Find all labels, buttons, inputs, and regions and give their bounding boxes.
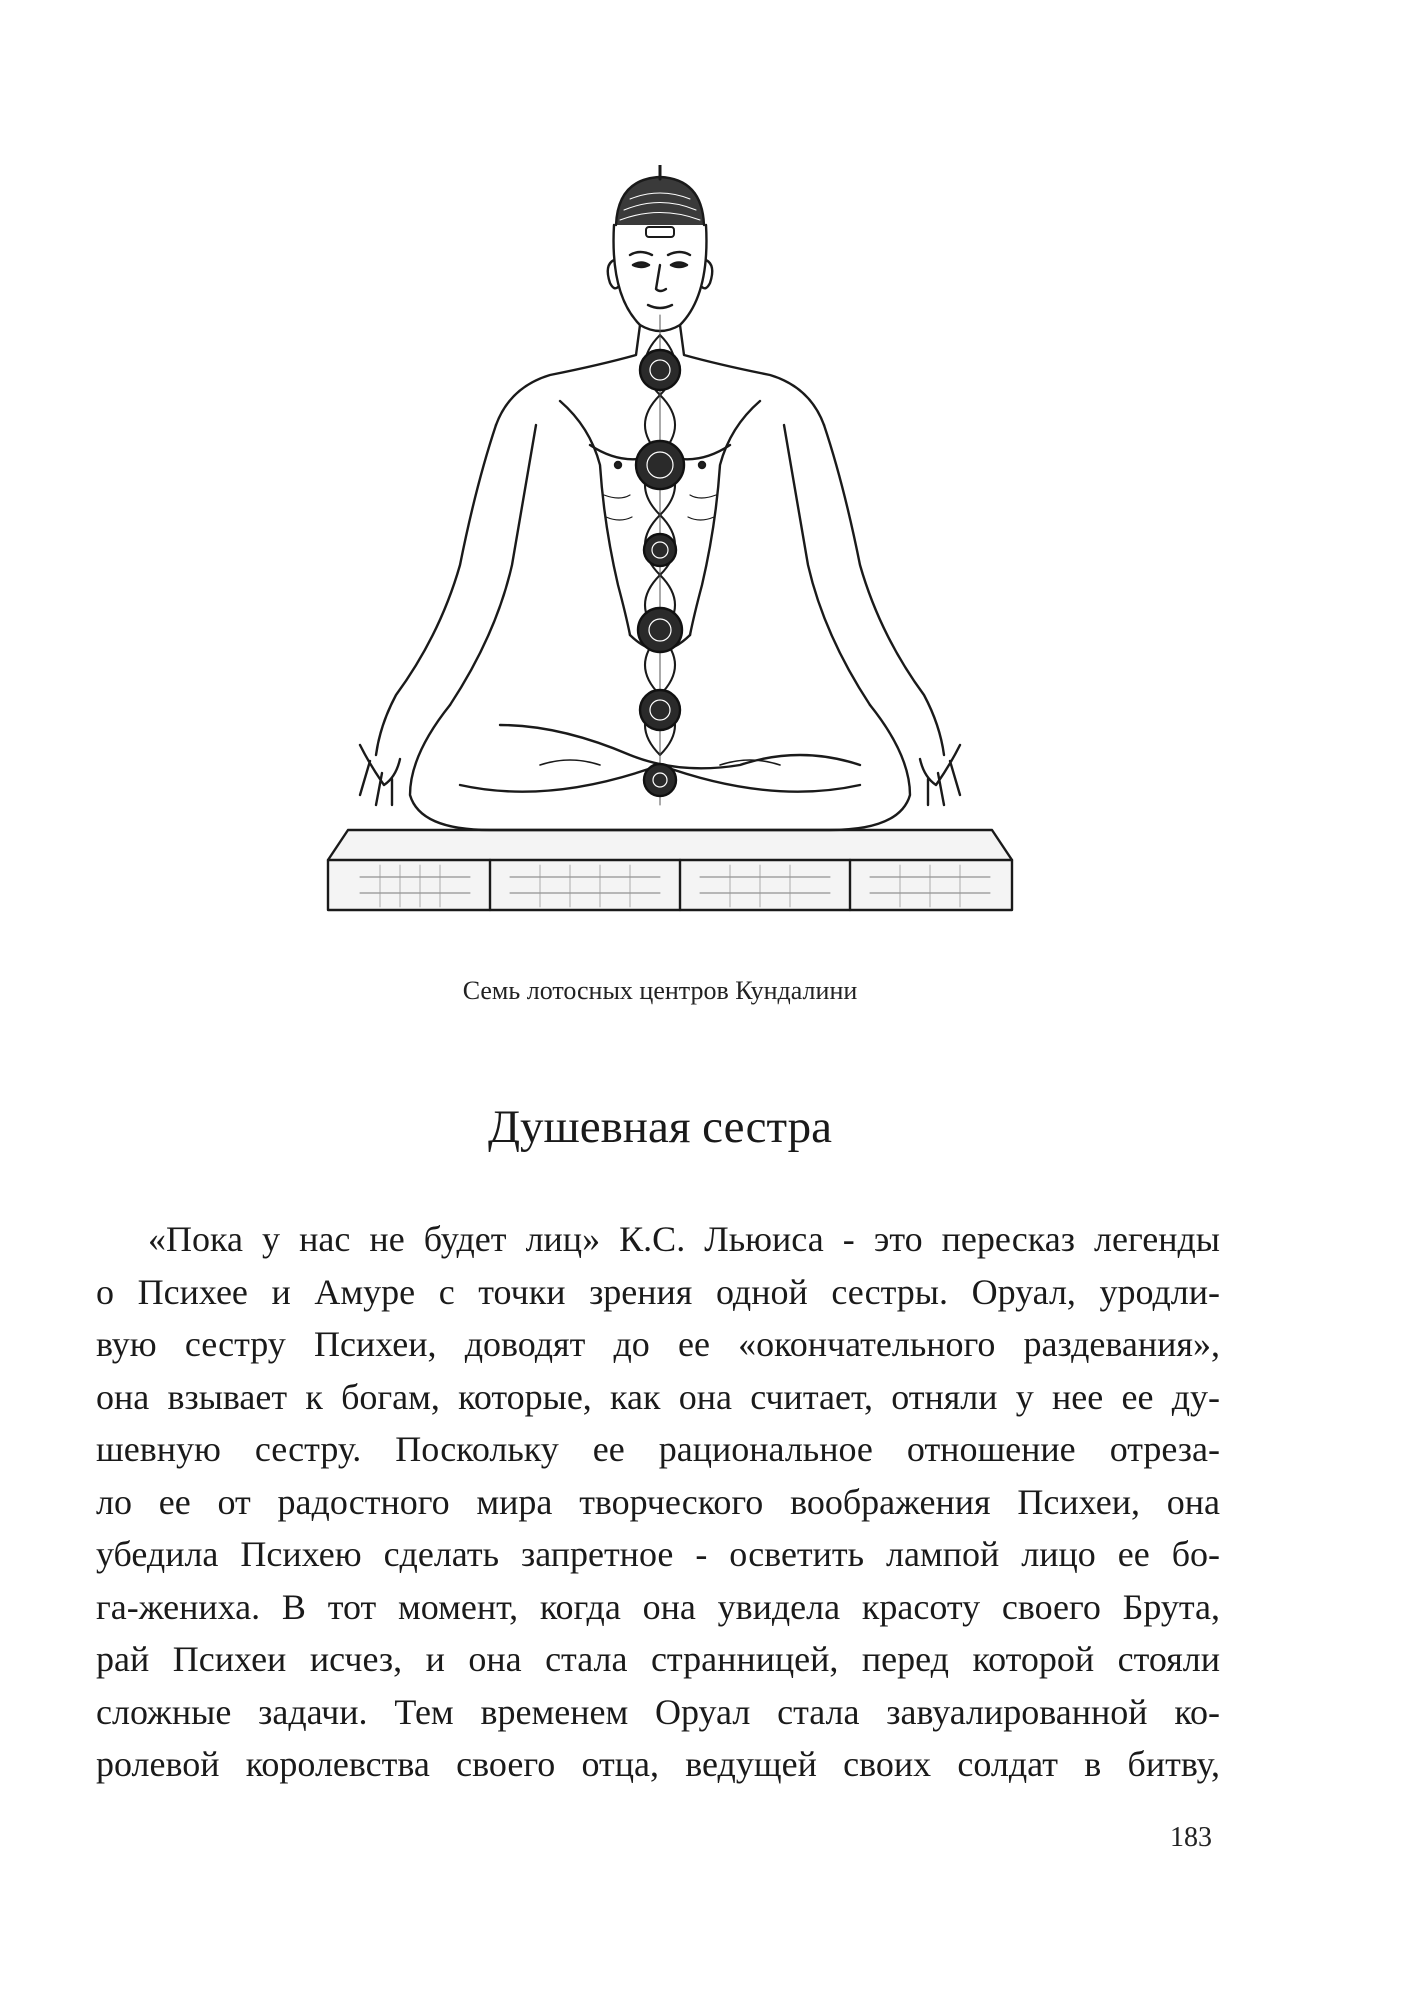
chakra-illustration bbox=[300, 165, 1020, 925]
text-line: ролевой королевства своего отца, ведущей своих солдат в битву, bbox=[96, 1744, 1220, 1784]
throat-chakra-icon bbox=[640, 350, 680, 390]
figure-caption: Семь лотосных центров Кундалини bbox=[462, 976, 858, 1005]
text-line: убедила Психею сделать запретное - осветить лампой лицо ее бо- bbox=[96, 1534, 1220, 1574]
cushion-base bbox=[328, 830, 1012, 910]
head bbox=[608, 165, 713, 331]
page-number: 183 bbox=[1170, 1822, 1212, 1853]
heart-chakra-icon bbox=[636, 441, 684, 489]
text-line: о Психее и Амуре с точки зрения одной сестры. Оруал, уродли- bbox=[96, 1271, 1220, 1312]
text-line: сложные задачи. Тем временем Оруал стала завуалированной ко- bbox=[96, 1691, 1220, 1732]
sacral-chakra-icon bbox=[638, 608, 682, 652]
root-chakra-icon bbox=[640, 690, 680, 730]
base-chakra-icon bbox=[644, 764, 676, 796]
text-line: шевную сестру. Поскольку ее рациональное отношение отреза- bbox=[96, 1429, 1220, 1469]
body-text bbox=[96, 1213, 1220, 1791]
text-line: га-жениха. В тот момент, когда она увидела красоту своего Брута, bbox=[96, 1586, 1220, 1627]
section-heading: Душевная сестра bbox=[488, 1101, 832, 1153]
text-line: рай Психеи исчез, и она стала странницей, перед которой стояли bbox=[96, 1639, 1220, 1679]
text-line: ло ее от радостного мира творческого воображения Психеи, она bbox=[96, 1481, 1220, 1522]
solar-plexus-chakra-icon bbox=[644, 534, 676, 566]
text-line: вую сестру Психеи, доводят до ее «окончательного раздевания», bbox=[96, 1324, 1220, 1364]
text-line: она взывает к богам, которые, как она считает, отняли у нее ее ду- bbox=[96, 1376, 1220, 1417]
text-line: «Пока у нас не будет лиц» К.С. Льюиса - это пересказ легенды bbox=[148, 1219, 1220, 1259]
